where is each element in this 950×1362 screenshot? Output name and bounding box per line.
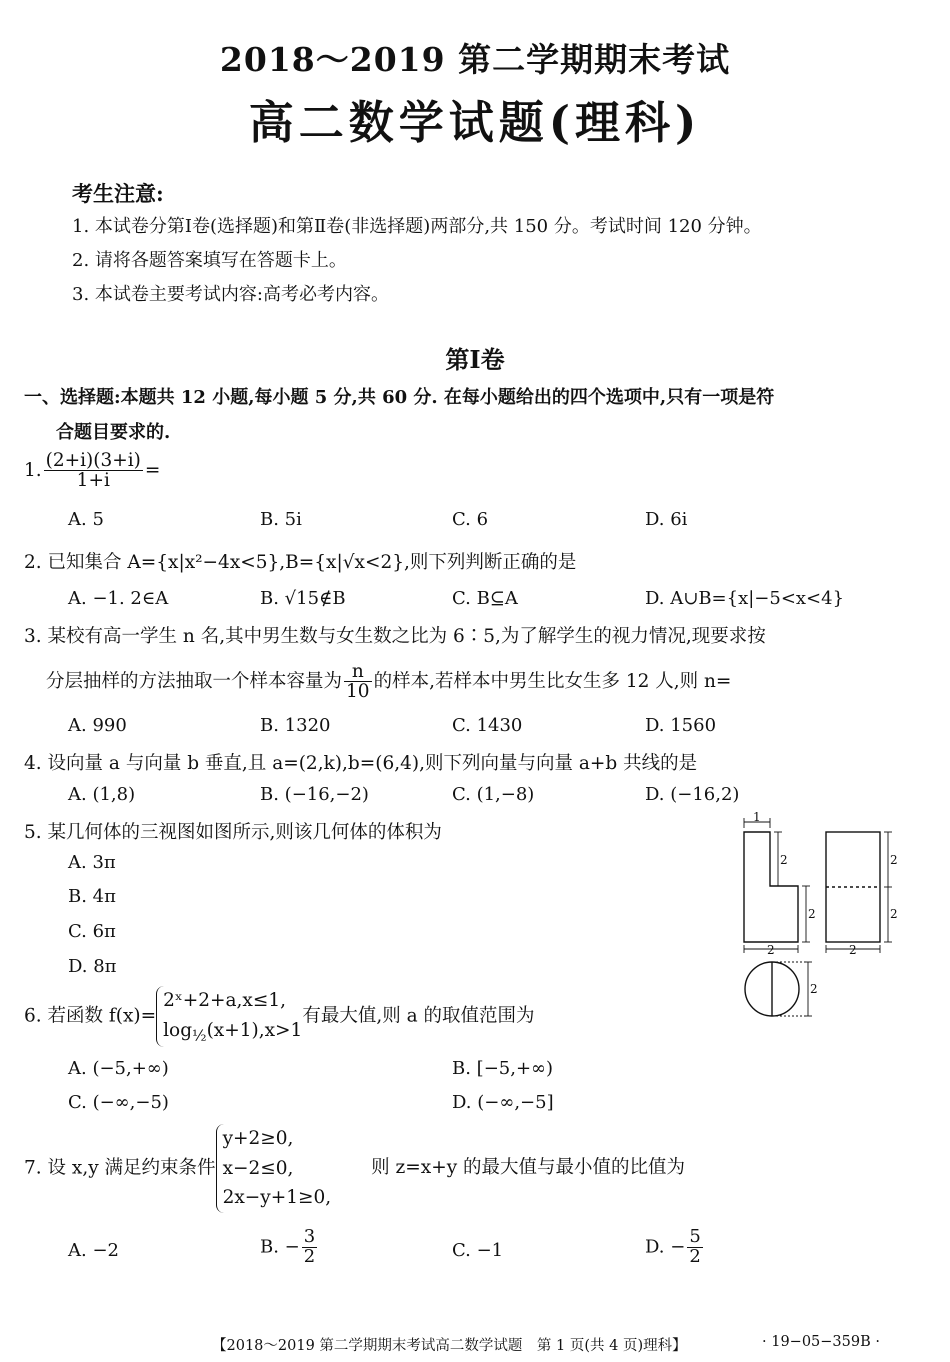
text: 6. 若函数 f(x)=: [24, 1005, 157, 1027]
notice-item-1: 1. 本试卷分第Ⅰ卷(选择题)和第Ⅱ卷(非选择题)两部分,共 150 分。考试时间 120 分钟。: [72, 216, 762, 237]
section-title: 第Ⅰ卷: [445, 345, 505, 374]
q5-option-c: C. 6π: [68, 921, 116, 942]
piecewise-case-1: 2ˣ+2+a,x≤1,: [163, 990, 287, 1011]
page-code: · 19−05−359B ·: [762, 1334, 880, 1350]
notice-heading: 考生注意:: [72, 181, 164, 206]
question-2: 2. 已知集合 A={x|x²−4x<5},B={x|√x<2},则下列判断正确的是: [24, 552, 577, 573]
fraction-numerator: 3: [303, 1226, 316, 1247]
q7-option-c: C. −1: [452, 1240, 504, 1261]
fraction: [687, 1228, 702, 1267]
text: 7. 设 x,y 满足约束条件: [24, 1157, 216, 1179]
dim-label-lower-height: 2: [808, 907, 816, 921]
q6-option-a: A. (−5,+∞): [68, 1058, 169, 1079]
q7-option-a: A. −2: [68, 1240, 119, 1261]
q3-option-d: D. 1560: [645, 715, 717, 736]
notice-item-2: 2. 请将各题答案填写在答题卡上。: [72, 250, 347, 271]
exam-title-line2: 高二数学试题(理科): [248, 96, 702, 149]
piecewise-case-2: [163, 1016, 302, 1048]
fraction-numerator: n: [344, 662, 372, 682]
fraction-numerator: (2+i)(3+i): [45, 450, 141, 471]
q1-option-c: C. 6: [452, 509, 489, 530]
q2-option-d: D. A∪B={x|−5<x<4}: [645, 588, 845, 609]
q6-option-d: D. (−∞,−5]: [452, 1092, 554, 1113]
dim-label-front-width: 2: [767, 943, 775, 957]
notice-item-3: 3. 本试卷主要考试内容:高考必考内容。: [72, 284, 389, 305]
q1-option-a: A. 5: [68, 509, 104, 530]
fraction: [302, 1228, 317, 1267]
q6-option-c: C. (−∞,−5): [68, 1092, 169, 1113]
fraction-numerator: 5: [689, 1226, 701, 1247]
q7-option-d: [645, 1228, 705, 1267]
q2-option-a: A. −1. 2∈A: [68, 588, 169, 609]
q4-option-c: C. (1,−8): [452, 784, 535, 805]
q1-option-b: B. 5i: [260, 509, 302, 530]
front-view-outline: [744, 832, 798, 942]
dim-label-side-width: 2: [849, 943, 857, 957]
q3-option-b: B. 1320: [260, 715, 331, 736]
question-6: [24, 986, 535, 1047]
q4-option-b: B. (−16,−2): [260, 784, 369, 805]
q2-option-c: C. B⊆A: [452, 588, 518, 609]
fraction: [344, 662, 372, 702]
log: log: [163, 1019, 193, 1041]
fraction-denominator: 2: [303, 1245, 316, 1267]
q4-option-d: D. (−16,2): [645, 784, 740, 805]
constraint-3: 2x−y+1≥0,: [222, 1187, 332, 1209]
dim-label-side-lower: 2: [890, 907, 898, 921]
q5-option-d: D. 8π: [68, 956, 117, 977]
text: 有最大值,则 a 的取值范围为: [302, 1005, 535, 1027]
question-4: 4. 设向量 a 与向量 b 垂直,且 a=(2,k),b=(6,4),则下列向量与向量 a+b 共线的是: [24, 753, 698, 774]
fraction-denominator: 1+i: [76, 470, 110, 492]
q6-option-b: B. [−5,+∞): [452, 1058, 554, 1079]
fraction-denominator: 2: [689, 1245, 701, 1267]
text: D. −: [645, 1236, 686, 1258]
piecewise-brace: [156, 986, 302, 1047]
q3-option-a: A. 990: [68, 715, 127, 736]
q3-option-c: C. 1430: [452, 715, 523, 736]
equals-sign: =: [144, 459, 161, 481]
section-desc-line2: 合题目要求的.: [56, 422, 171, 443]
text: 则 z=x+y 的最大值与最小值的比值为: [371, 1157, 686, 1179]
log-base: ½: [192, 1026, 207, 1045]
question-1: [24, 451, 160, 491]
dim-label-upper-height: 2: [780, 853, 788, 867]
text: (x+1),x>1: [206, 1019, 303, 1041]
question-3-line1: 3. 某校有高一学生 n 名,其中男生数与女生数之比为 6∶5,为了解学生的视力情况,现要求按: [24, 626, 766, 647]
question-number: 1.: [24, 459, 42, 481]
fraction-denominator: 10: [346, 681, 370, 703]
fraction: [44, 451, 143, 491]
text: 的样本,若样本中男生比女生多 12 人,则 n=: [373, 670, 732, 692]
dim-label-diameter: 2: [810, 982, 818, 996]
question-3-line2: [46, 662, 731, 702]
text: 分层抽样的方法抽取一个样本容量为: [46, 670, 343, 692]
dim-label-top-width: 1: [753, 812, 761, 824]
constraint-2: x−2≤0,: [222, 1157, 294, 1179]
q1-option-d: D. 6i: [645, 509, 688, 530]
q2-option-b: B. √15∉B: [260, 588, 346, 609]
q5-option-b: B. 4π: [68, 886, 116, 907]
dim-label-side-upper: 2: [890, 853, 898, 867]
section-desc-line1: 一、选择题:本题共 12 小题,每小题 5 分,共 60 分. 在每小题给出的四个选项中,只有一项是符: [24, 387, 775, 408]
question-7: [24, 1124, 685, 1213]
constraint-1: y+2≥0,: [222, 1128, 294, 1149]
question-5: 5. 某几何体的三视图如图所示,则该几何体的体积为: [24, 822, 442, 843]
q4-option-a: A. (1,8): [68, 784, 136, 805]
exam-title-line1: 2018～2019 第二学期期末考试: [219, 40, 731, 79]
q5-option-a: A. 3π: [68, 852, 116, 873]
page-footer: 【2018～2019 第二学期期末考试高二数学试题 第 1 页(共 4 页)理科】: [212, 1338, 687, 1354]
q7-option-b: [260, 1228, 319, 1267]
constraint-brace: [216, 1124, 332, 1213]
three-view-figure: [730, 812, 910, 1027]
text: B. −: [260, 1236, 300, 1258]
